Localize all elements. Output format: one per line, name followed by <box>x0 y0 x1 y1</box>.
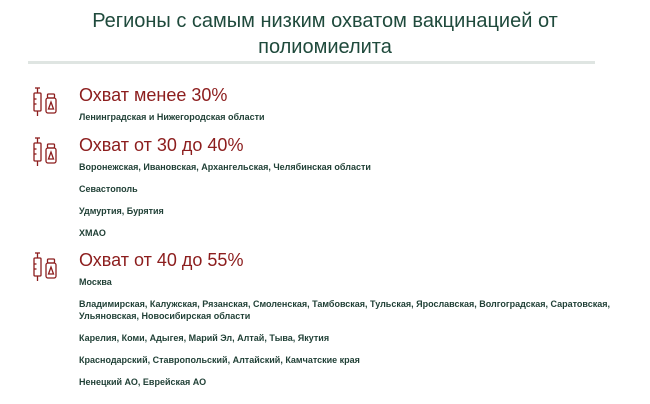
page-title-line-1: Регионы с самым низким охватом вакцинацией от <box>92 10 558 32</box>
region-list-item: ХМАО <box>79 228 106 238</box>
vaccine-vials-icon <box>26 83 62 119</box>
vaccine-vials-icon <box>26 133 62 169</box>
region-list-item: Карелия, Коми, Адыгея, Марий Эл, Алтай, Тыва, Якутия <box>79 333 330 343</box>
section-title: Охват менее 30% <box>79 85 228 105</box>
region-list-item: Владимирская, Калужская, Рязанская, Смоленская, Тамбовская, Тульская, Ярославская, Волгоградская, Саратовская, Ульяновская, Новосибирская области <box>79 299 610 321</box>
region-list-item: Удмуртия, Бурятия <box>79 206 164 216</box>
region-list-item: Ненецкий АО, Еврейская АО <box>79 377 207 387</box>
region-list-item: Москва <box>79 277 112 287</box>
region-list-item: Краснодарский, Ставропольский, Алтайский, Камчатские края <box>79 355 360 365</box>
vaccine-vials-icon <box>26 248 62 284</box>
region-list-item: Воронежская, Ивановская, Архангельская, Челябинская области <box>79 162 371 172</box>
title-divider <box>28 61 595 64</box>
section-title: Охват от 40 до 55% <box>79 250 244 270</box>
page-title-line-2: полиомиелита <box>258 36 392 58</box>
region-list-item: Севастополь <box>79 184 138 194</box>
section-title: Охват от 30 до 40% <box>79 135 244 155</box>
page-title <box>40 8 610 60</box>
region-list-item: Ленинградская и Нижегородская области <box>79 112 265 122</box>
